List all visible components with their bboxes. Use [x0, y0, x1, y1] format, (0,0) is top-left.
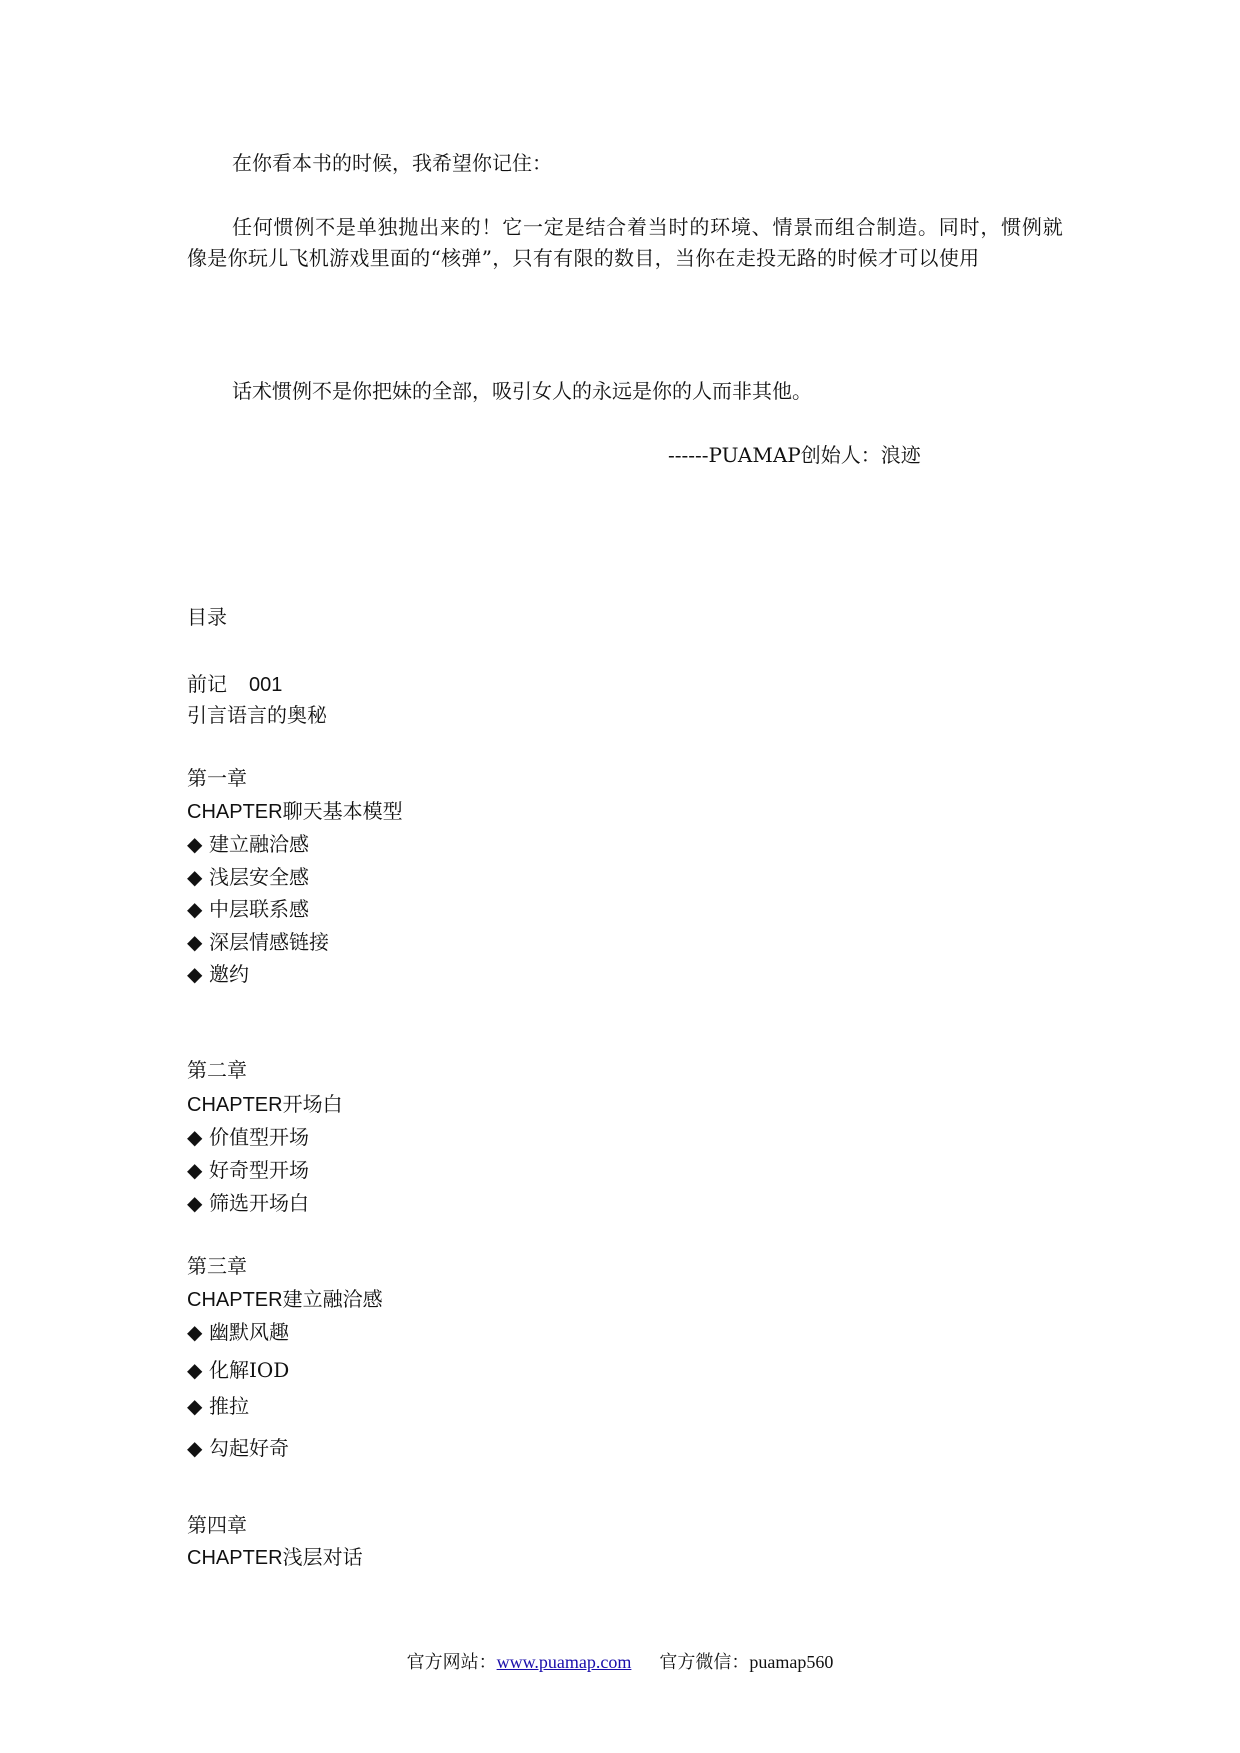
intro-paragraph: 任何惯例不是单独抛出来的！它一定是结合着当时的环境、情景而组合制造。同时，惯例就像是你玩儿飞机游戏里面的“核弹”，只有有限的数目，当你在走投无路的时候才可以使用 — [187, 215, 1063, 270]
bullet-icon: ◆ — [187, 962, 203, 986]
footer-site-label: 官方网站： — [406, 1652, 497, 1672]
bullet-icon: ◆ — [187, 1191, 203, 1215]
bullet-icon: ◆ — [187, 1358, 203, 1382]
intro-line: 在你看本书的时候，我希望你记住： — [232, 151, 552, 175]
toc-list-item[interactable]: ◆ 邀约 — [187, 958, 249, 990]
chapter-title[interactable]: CHAPTER建立融洽感 — [187, 1289, 383, 1311]
bullet-icon: ◆ — [187, 1125, 203, 1149]
footer-wechat-id: puamap560 — [749, 1652, 834, 1672]
bullet-icon: ◆ — [187, 897, 203, 921]
toc-list-item[interactable]: ◆ 推拉 — [187, 1390, 249, 1422]
toc-list-item[interactable]: ◆ 好奇型开场 — [187, 1154, 309, 1186]
intro-closing-line: 话术惯例不是你把妹的全部，吸引女人的永远是你的人而非其他。 — [232, 379, 812, 403]
footer-wechat-label: 官方微信： — [659, 1652, 750, 1672]
footer-site-link[interactable]: www.puamap.com — [496, 1652, 632, 1672]
toc-list-item[interactable]: ◆ 中层联系感 — [187, 893, 309, 925]
toc-list-item[interactable]: ◆ 建立融洽感 — [187, 828, 309, 860]
toc-preface-label: 前记 — [187, 672, 227, 696]
bullet-icon: ◆ — [187, 1158, 203, 1182]
signature: ------PUAMAP创始人：浪迹 — [668, 443, 921, 467]
chapter-title[interactable]: CHAPTER开场白 — [187, 1094, 343, 1116]
bullet-icon: ◆ — [187, 832, 203, 856]
chapter-heading: 第二章 — [187, 1058, 247, 1082]
bullet-icon: ◆ — [187, 930, 203, 954]
toc-list-item[interactable]: ◆ 价值型开场 — [187, 1121, 309, 1153]
bullet-icon: ◆ — [187, 1394, 203, 1418]
chapter-title[interactable]: CHAPTER浅层对话 — [187, 1547, 363, 1569]
toc-title: 目录 — [187, 605, 227, 629]
toc-preface[interactable] — [187, 668, 282, 701]
toc-preface-page: 001 — [249, 674, 283, 696]
toc-list-item[interactable]: ◆ 幽默风趣 — [187, 1316, 289, 1348]
chapter-heading: 第一章 — [187, 766, 247, 790]
toc-list-item[interactable]: ◆ 深层情感链接 — [187, 926, 329, 958]
toc-list-item[interactable]: ◆ 勾起好奇 — [187, 1432, 289, 1464]
toc-list-item[interactable]: ◆ 化解IOD — [187, 1354, 289, 1386]
toc-list-item[interactable]: ◆ 筛选开场白 — [187, 1187, 309, 1219]
chapter-heading: 第四章 — [187, 1513, 247, 1537]
toc-intro-item[interactable]: 引言语言的奥秘 — [187, 703, 327, 727]
chapter-heading: 第三章 — [187, 1254, 247, 1278]
page-footer — [0, 1648, 1240, 1676]
toc-list-item[interactable]: ◆ 浅层安全感 — [187, 861, 309, 893]
bullet-icon: ◆ — [187, 1320, 203, 1344]
bullet-icon: ◆ — [187, 1436, 203, 1460]
bullet-icon: ◆ — [187, 865, 203, 889]
chapter-title[interactable]: CHAPTER聊天基本模型 — [187, 801, 403, 823]
